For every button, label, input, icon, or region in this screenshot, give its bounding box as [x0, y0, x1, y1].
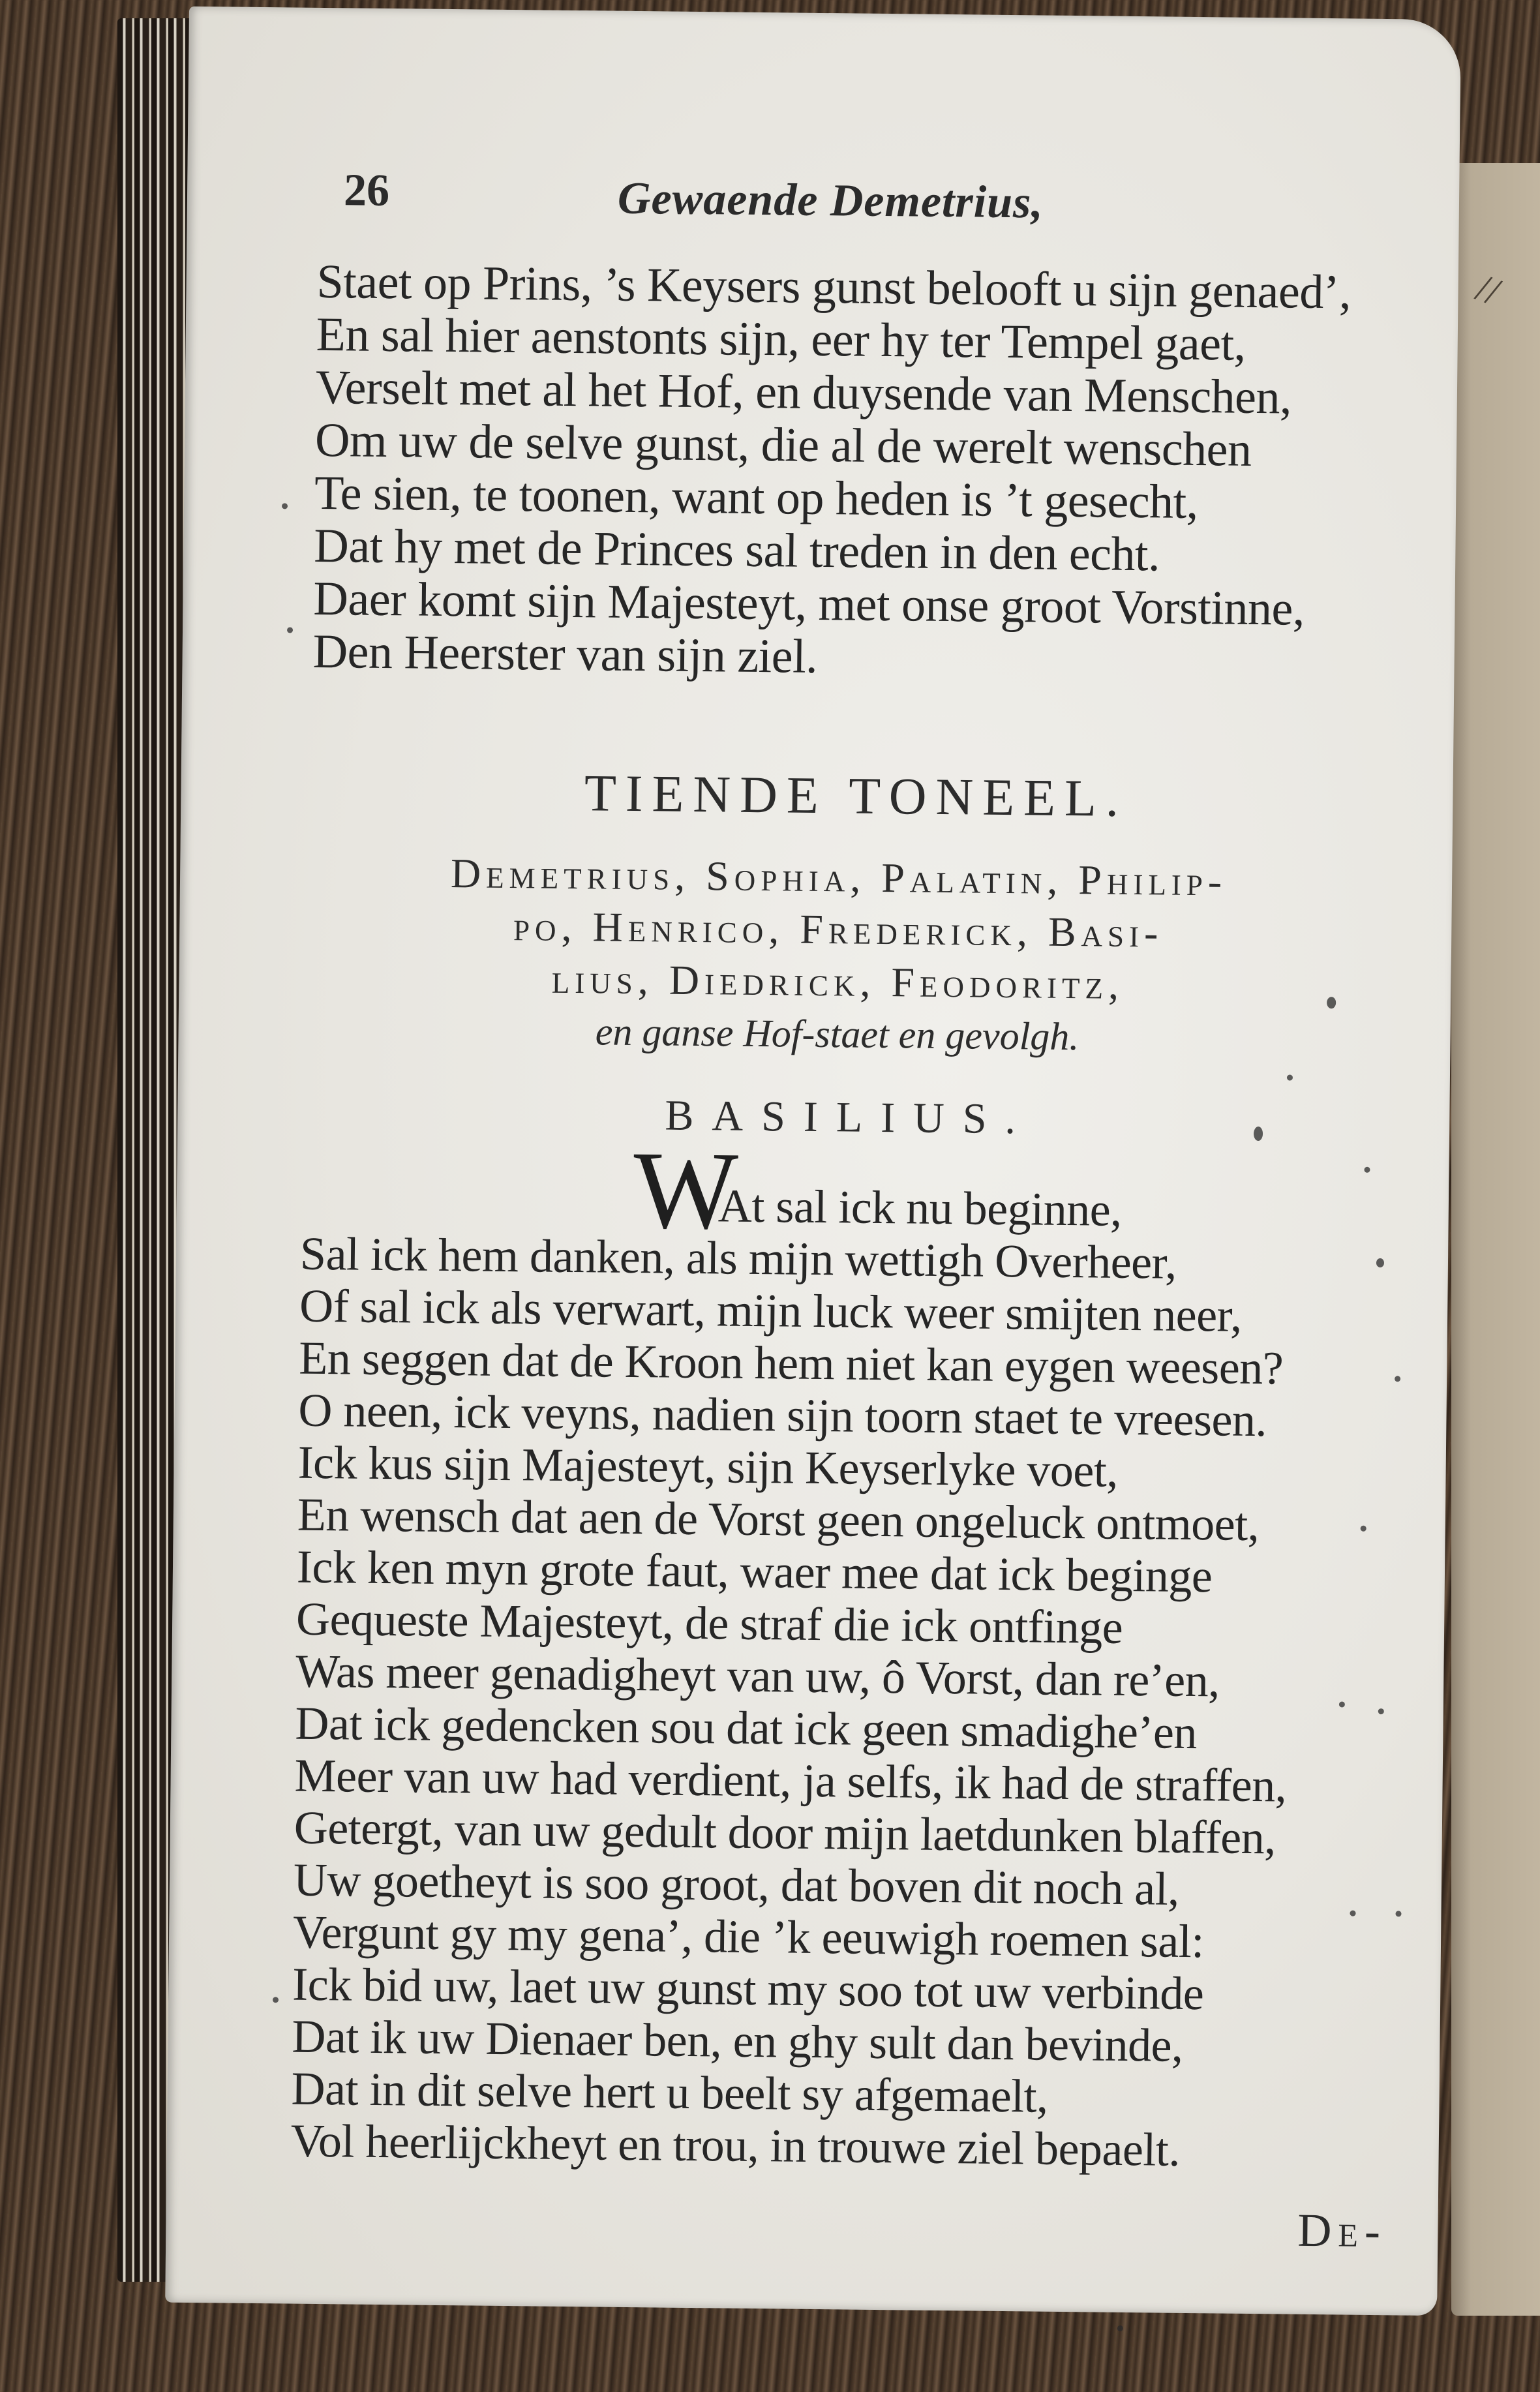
verse-line: O neen, ick veyns, nadien sijn toorn staet te vreesen.	[298, 1384, 1267, 1447]
verse-line: Daer komt sijn Majesteyt, met onse groot Vorstinne,	[313, 571, 1305, 636]
verse-line: En wensch dat aen de Vorst geen ongeluck ontmoet,	[297, 1488, 1260, 1551]
verse-line: Te sien, te toonen, want op heden is ’t gesecht,	[314, 466, 1199, 530]
verse-line: Vergunt gy my gena’, die ’k eeuwigh roemen sal:	[292, 1905, 1205, 1968]
page-header	[343, 164, 1323, 228]
verse-line: Meer van uw had verdient, ja selfs, ik had de straffen,	[294, 1749, 1287, 1812]
verse-line: Ick ken myn grote faut, waer mee dat ick beginge	[296, 1540, 1213, 1603]
verse-line: En sal hier aenstonts sijn, eer hy ter Tempel gaet,	[316, 307, 1246, 371]
verse-line: Om uw de selve gunst, die al de werelt wenschen	[314, 413, 1252, 477]
verse-line: Den Heerster van sijn ziel.	[312, 624, 818, 684]
verse-line: Vol heerlijckheyt en trou, in trouwe ziel bepaelt.	[290, 2114, 1181, 2176]
speech-block	[290, 1128, 1462, 2179]
verse-line: Sal ick hem danken, als mijn wettigh Overheer,	[299, 1227, 1177, 1289]
verse-line: Dat hy met de Princes sal treden in den echt.	[313, 519, 1160, 582]
verse-line: Dat ick gedencken sou dat ick geen smadighe’en	[295, 1697, 1198, 1759]
verse-line: Dat ik uw Dienaer ben, en ghy sult dan bevinde,	[292, 2010, 1183, 2072]
speaker-name: BASILIUS.	[665, 1091, 1034, 1143]
verse-line: En seggen dat de Kroon hem niet kan eygen weesen?	[298, 1331, 1284, 1395]
ink-specks	[189, 7, 1461, 20]
verse-line: Uw goetheyt is soo groot, dat boven dit noch al,	[293, 1853, 1180, 1915]
verse-block-top	[312, 256, 1478, 691]
cast-note: en ganse Hof-staet en gevolgh.	[595, 1010, 1080, 1059]
cast-list	[315, 846, 1361, 1066]
cast-line: lius, Diedrick, Feodoritz,	[551, 955, 1125, 1008]
verse-line: Dat in dit selve hert u beelt sy afgemaelt,	[291, 2062, 1049, 2123]
verse-line: Ick bid uw, laet uw gunst my soo tot uw verbinde	[292, 1958, 1204, 2020]
verse-line: Verselt met al het Hof, en duysende van Menschen,	[315, 360, 1292, 425]
verse-line: Ick kus sijn Majesteyt, sijn Keyserlyke voet,	[297, 1436, 1119, 1497]
verse-line: Gequeste Majesteyt, de straf die ick ontfinge	[295, 1592, 1123, 1654]
page-number: 26	[343, 165, 390, 217]
verse-line: Staet op Prins, ’s Keysers gunst belooft u sijn genaed’,	[316, 254, 1351, 320]
book-page	[165, 7, 1461, 2316]
verse-line: Was meer genadigheyt van uw, ô Vorst, dan re’en,	[295, 1644, 1220, 1707]
scene-title: TIENDE TONEEL.	[584, 765, 1128, 828]
margin-mark: //	[1470, 265, 1506, 314]
catchword: De-	[1297, 2203, 1387, 2258]
first-line-text: At sal ick nu beginne,	[717, 1179, 1123, 1236]
drop-cap: W	[633, 1128, 739, 1252]
verse-line: Getergt, van uw gedult door mijn laetdunken blaffen,	[294, 1801, 1276, 1864]
running-title: Gewaende Demetrius,	[617, 173, 1044, 228]
cast-line: Demetrius, Sophia, Palatin, Philip-	[450, 850, 1228, 905]
verse-line: Of sal ick als verwart, mijn luck weer smijten neer,	[299, 1279, 1243, 1342]
cast-line: po, Henrico, Frederick, Basi-	[513, 903, 1164, 956]
